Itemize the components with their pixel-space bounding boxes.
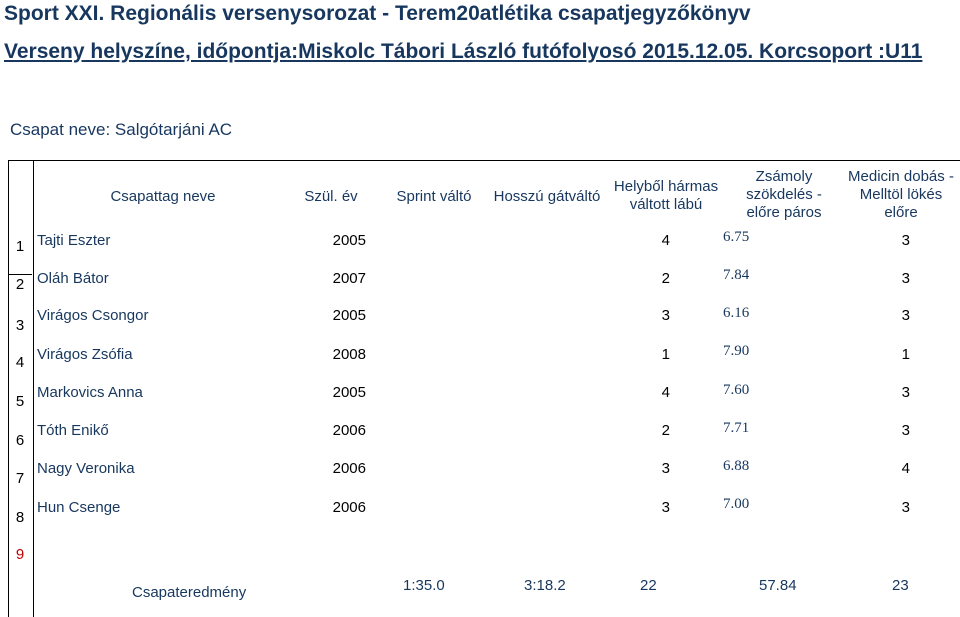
athlete-name: Tajti Eszter bbox=[37, 232, 111, 249]
triple-result: 3 bbox=[661, 307, 670, 324]
athlete-name: Hun Csenge bbox=[37, 499, 121, 516]
medicine-result: 3 bbox=[901, 232, 910, 249]
team-hurdle-total: 3:18.2 bbox=[524, 577, 566, 594]
row-index: 3 bbox=[15, 317, 25, 334]
stool-result: 6.88 bbox=[723, 458, 750, 474]
medicine-result: 1 bbox=[901, 346, 910, 363]
row-index: 2 bbox=[15, 276, 25, 293]
row-divider bbox=[8, 274, 32, 275]
medicine-result: 3 bbox=[901, 384, 910, 401]
birth-year: 2005 bbox=[332, 384, 366, 401]
medicine-result: 3 bbox=[901, 499, 910, 516]
header-stool: Zsámoly szökdelés - előre páros bbox=[746, 168, 822, 221]
athlete-name: Markovics Anna bbox=[37, 384, 143, 401]
medicine-result: 3 bbox=[901, 307, 910, 324]
medicine-result: 3 bbox=[901, 270, 910, 287]
medicine-result: 3 bbox=[901, 422, 910, 439]
row-index: 6 bbox=[15, 432, 25, 449]
team-sprint-total: 1:35.0 bbox=[403, 577, 445, 594]
stool-result: 7.90 bbox=[723, 343, 750, 359]
athlete-name: Virágos Csongor bbox=[37, 307, 149, 324]
stool-result: 6.75 bbox=[723, 229, 750, 245]
sheet-title: Sport XXI. Regionális versenysorozat - Terem20atlétika csapatjegyzőkönyv bbox=[4, 2, 751, 25]
birth-year: 2006 bbox=[332, 499, 366, 516]
header-triple: Helyből hármas váltott lábú bbox=[613, 178, 719, 213]
stool-result: 7.84 bbox=[723, 267, 750, 283]
birth-year: 2006 bbox=[332, 460, 366, 477]
stool-result: 7.00 bbox=[723, 496, 750, 512]
team-triple-total: 22 bbox=[640, 577, 657, 594]
triple-result: 3 bbox=[661, 460, 670, 477]
team-result-label: Csapateredmény bbox=[132, 584, 247, 601]
team-stool-total: 57.84 bbox=[759, 577, 797, 594]
triple-result: 4 bbox=[661, 232, 670, 249]
triple-result: 2 bbox=[661, 422, 670, 439]
header-medicine: Medicin dobás - Melltöl lökés előre bbox=[848, 168, 954, 221]
row-index: 5 bbox=[15, 393, 25, 410]
triple-result: 1 bbox=[661, 346, 670, 363]
row-index: 1 bbox=[15, 238, 25, 255]
venue-line: Verseny helyszíne, időpontja:Miskolc Tábori László futófolyosó 2015.12.05. Korcsoport :U11 bbox=[4, 40, 923, 63]
team-medicine-total: 23 bbox=[892, 577, 909, 594]
birth-year: 2007 bbox=[332, 270, 366, 287]
stool-result: 7.60 bbox=[723, 382, 750, 398]
birth-year: 2005 bbox=[332, 232, 366, 249]
triple-result: 3 bbox=[661, 499, 670, 516]
header-birth: Szül. év bbox=[304, 188, 358, 205]
stool-result: 6.16 bbox=[723, 305, 750, 321]
row-index: 9 bbox=[15, 546, 25, 563]
athlete-name: Virágos Zsófia bbox=[37, 346, 133, 363]
birth-year: 2005 bbox=[332, 307, 366, 324]
medicine-result: 4 bbox=[901, 460, 910, 477]
results-table bbox=[8, 160, 960, 617]
birth-year: 2006 bbox=[332, 422, 366, 439]
index-column-divider bbox=[33, 161, 34, 617]
row-index: 7 bbox=[15, 470, 25, 487]
triple-result: 4 bbox=[661, 384, 670, 401]
triple-result: 2 bbox=[661, 270, 670, 287]
stool-result: 7.71 bbox=[723, 420, 750, 436]
header-hurdle: Hosszú gátváltó bbox=[493, 188, 601, 205]
row-index: 8 bbox=[15, 509, 25, 526]
row-index: 4 bbox=[15, 354, 25, 371]
athlete-name: Tóth Enikő bbox=[37, 422, 109, 439]
birth-year: 2008 bbox=[332, 346, 366, 363]
athlete-name: Nagy Veronika bbox=[37, 460, 135, 477]
athlete-name: Oláh Bátor bbox=[37, 270, 109, 287]
team-name: Csapat neve: Salgótarjáni AC bbox=[10, 120, 233, 139]
header-name: Csapattag neve bbox=[110, 188, 216, 205]
header-sprint: Sprint váltó bbox=[396, 188, 472, 205]
